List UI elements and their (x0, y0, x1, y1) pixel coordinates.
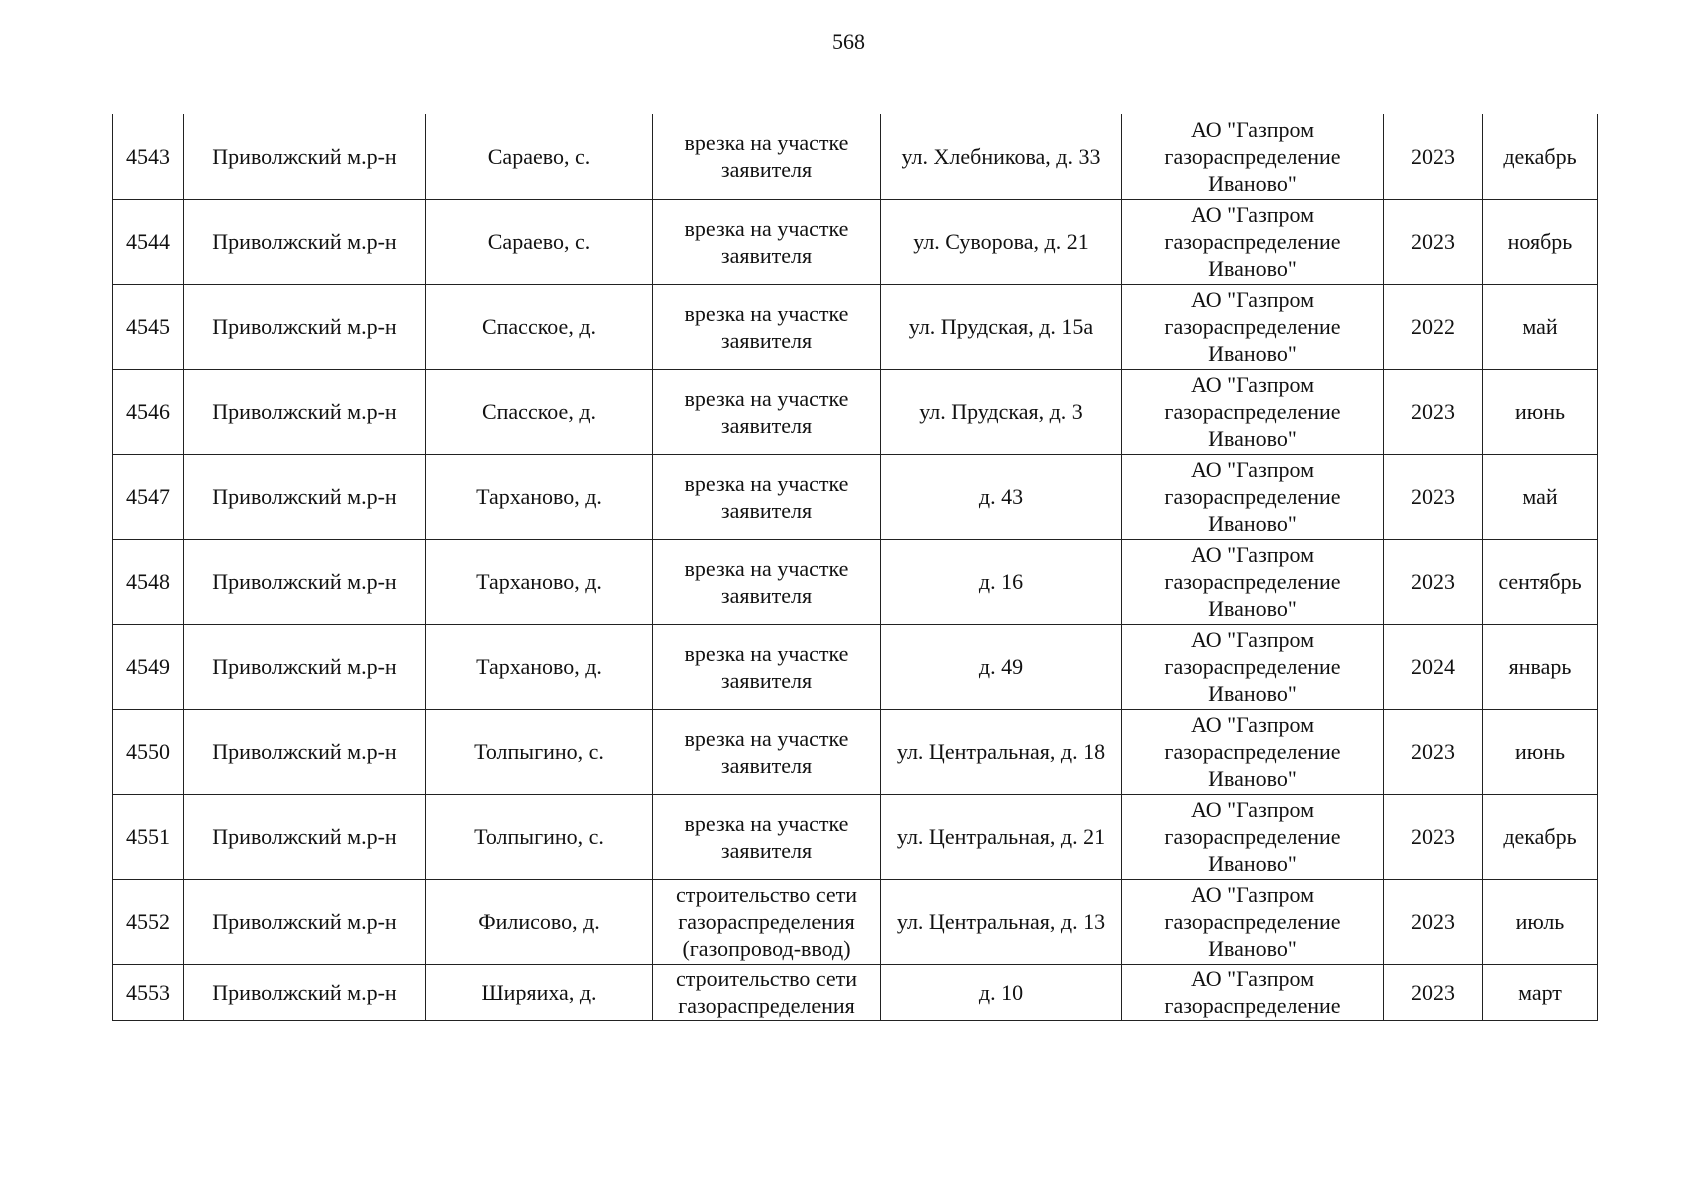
year-cell (1384, 794, 1483, 879)
organization-cell (1122, 879, 1384, 964)
table-row (113, 794, 1598, 879)
work-type-cell (653, 114, 881, 199)
month-cell-text: декабрь (1503, 143, 1577, 169)
row-number-cell-text: 4548 (126, 569, 170, 594)
organization-cell-text: АО "Газпром газораспределение Иваново" (1164, 882, 1341, 961)
settlement-cell-text: Спасское, д. (481, 399, 597, 424)
settlement-cell-text: Толпыгино, с. (474, 739, 604, 764)
organization-cell (1122, 284, 1384, 369)
year-cell-text: 2022 (1411, 314, 1455, 339)
address-cell-text: ул. Прудская, д. 15а (908, 314, 1094, 339)
settlement-cell-text: Ширяиха, д. (481, 979, 597, 1005)
address-cell (881, 369, 1122, 454)
year-cell-text: 2023 (1411, 909, 1455, 934)
year-cell-text: 2024 (1411, 654, 1455, 679)
month-cell-text: ноябрь (1507, 229, 1573, 254)
district-cell-text: Приволжский м.р-н (212, 314, 397, 339)
address-cell-text: ул. Центральная, д. 21 (896, 824, 1106, 849)
month-cell (1483, 114, 1598, 199)
work-type-cell (653, 794, 881, 879)
table-row (113, 709, 1598, 794)
district-cell (184, 794, 426, 879)
row-number-cell (113, 454, 184, 539)
district-cell (184, 199, 426, 284)
month-cell (1483, 624, 1598, 709)
row-number-cell (113, 284, 184, 369)
month-cell-text: июль (1515, 909, 1565, 934)
table-row (113, 114, 1598, 199)
district-cell (184, 454, 426, 539)
district-cell-text: Приволжский м.р-н (212, 484, 397, 509)
organization-cell (1122, 199, 1384, 284)
work-type-cell (653, 199, 881, 284)
month-cell (1483, 539, 1598, 624)
organization-cell (1122, 964, 1384, 1020)
address-cell (881, 794, 1122, 879)
work-type-cell (653, 879, 881, 964)
year-cell (1384, 284, 1483, 369)
address-cell (881, 114, 1122, 199)
row-number-cell-text: 4543 (126, 143, 170, 169)
year-cell-text: 2023 (1411, 229, 1455, 254)
organization-cell-text: АО "Газпром газораспределение Иваново" (1164, 797, 1341, 876)
row-number-cell (113, 539, 184, 624)
organization-cell (1122, 454, 1384, 539)
month-cell-text: май (1522, 484, 1558, 509)
year-cell (1384, 539, 1483, 624)
settlement-cell (426, 709, 653, 794)
district-cell (184, 369, 426, 454)
table-body (113, 114, 1598, 1020)
month-cell (1483, 709, 1598, 794)
settlement-cell (426, 284, 653, 369)
work-type-cell-text: строительство сети газораспределения (газопровод-ввод) (675, 882, 858, 961)
table-row (113, 539, 1598, 624)
month-cell (1483, 199, 1598, 284)
address-cell (881, 879, 1122, 964)
district-cell (184, 114, 426, 199)
organization-cell (1122, 539, 1384, 624)
row-number-cell-text: 4552 (126, 909, 170, 934)
organization-cell-text: АО "Газпром газораспределение Иваново" (1164, 372, 1341, 451)
year-cell-text: 2023 (1411, 143, 1455, 169)
table-row (113, 284, 1598, 369)
district-cell-text: Приволжский м.р-н (212, 229, 397, 254)
year-cell (1384, 369, 1483, 454)
district-cell-text: Приволжский м.р-н (212, 143, 397, 169)
address-cell (881, 624, 1122, 709)
organization-cell-text: АО "Газпром газораспределение Иваново" (1164, 627, 1341, 706)
organization-cell (1122, 369, 1384, 454)
settlement-cell (426, 794, 653, 879)
work-type-cell-text: врезка на участке заявителя (684, 385, 849, 438)
row-number-cell (113, 709, 184, 794)
row-number-cell (113, 624, 184, 709)
organization-cell-text: АО "Газпром газораспределение Иваново" (1164, 202, 1341, 281)
settlement-cell-text: Сараево, с. (487, 229, 591, 254)
organization-cell (1122, 624, 1384, 709)
district-cell (184, 284, 426, 369)
settlement-cell (426, 199, 653, 284)
table-row (113, 964, 1598, 1020)
month-cell (1483, 284, 1598, 369)
month-cell-text: май (1522, 314, 1558, 339)
district-cell (184, 624, 426, 709)
address-cell (881, 284, 1122, 369)
settlement-cell (426, 539, 653, 624)
organization-cell-text: АО "Газпром газораспределение Иваново" (1164, 712, 1341, 791)
district-cell-text: Приволжский м.р-н (212, 399, 397, 424)
settlement-cell-text: Тарханово, д. (476, 484, 602, 509)
work-type-cell-text: врезка на участке заявителя (684, 470, 849, 523)
work-type-cell (653, 284, 881, 369)
document-table (112, 114, 1598, 1021)
year-cell (1384, 709, 1483, 794)
work-type-cell (653, 369, 881, 454)
work-type-cell-text: строительство сети газораспределения (675, 966, 858, 1018)
organization-cell (1122, 794, 1384, 879)
row-number-cell-text: 4544 (126, 229, 170, 254)
row-number-cell-text: 4546 (126, 399, 170, 424)
address-cell-text: д. 43 (978, 484, 1024, 509)
table-row (113, 369, 1598, 454)
district-cell-text: Приволжский м.р-н (212, 654, 397, 679)
settlement-cell (426, 369, 653, 454)
month-cell (1483, 964, 1598, 1020)
work-type-cell (653, 964, 881, 1020)
table-row (113, 879, 1598, 964)
organization-cell (1122, 709, 1384, 794)
settlement-cell (426, 114, 653, 199)
year-cell (1384, 199, 1483, 284)
settlement-cell (426, 454, 653, 539)
month-cell-text: июнь (1514, 399, 1565, 424)
table-row (113, 199, 1598, 284)
settlement-cell-text: Толпыгино, с. (474, 824, 604, 849)
month-cell (1483, 369, 1598, 454)
address-cell-text: ул. Суворова, д. 21 (913, 229, 1089, 254)
district-cell (184, 709, 426, 794)
month-cell-text: декабрь (1503, 824, 1577, 849)
settlement-cell-text: Тарханово, д. (476, 654, 602, 679)
organization-cell-text: АО "Газпром газораспределение Иваново" (1164, 116, 1341, 196)
page-number: 568 (832, 29, 865, 54)
address-cell-text: ул. Хлебникова, д. 33 (901, 143, 1101, 169)
work-type-cell (653, 709, 881, 794)
organization-cell-text: АО "Газпром газораспределение Иваново" (1164, 287, 1341, 366)
district-cell (184, 879, 426, 964)
row-number-cell-text: 4553 (126, 979, 170, 1005)
row-number-cell (113, 964, 184, 1020)
row-number-cell (113, 199, 184, 284)
work-type-cell-text: врезка на участке заявителя (684, 810, 849, 863)
row-number-cell-text: 4549 (126, 654, 170, 679)
year-cell-text: 2023 (1411, 484, 1455, 509)
month-cell (1483, 454, 1598, 539)
work-type-cell-text: врезка на участке заявителя (684, 215, 849, 268)
settlement-cell (426, 624, 653, 709)
row-number-cell (113, 879, 184, 964)
year-cell-text: 2023 (1411, 399, 1455, 424)
settlement-cell (426, 964, 653, 1020)
table-row (113, 624, 1598, 709)
work-type-cell-text: врезка на участке заявителя (684, 725, 849, 778)
work-type-cell (653, 539, 881, 624)
table-row (113, 454, 1598, 539)
work-type-cell-text: врезка на участке заявителя (684, 130, 849, 183)
year-cell-text: 2023 (1411, 824, 1455, 849)
district-cell (184, 964, 426, 1020)
organization-cell-text: АО "Газпром газораспределение Иваново" (1164, 542, 1341, 621)
year-cell-text: 2023 (1411, 569, 1455, 594)
work-type-cell-text: врезка на участке заявителя (684, 300, 849, 353)
district-cell-text: Приволжский м.р-н (212, 569, 397, 594)
year-cell-text: 2023 (1411, 739, 1455, 764)
row-number-cell (113, 114, 184, 199)
organization-cell-text: АО "Газпром газораспределение (1164, 966, 1341, 1018)
address-cell (881, 199, 1122, 284)
address-cell (881, 964, 1122, 1020)
address-cell-text: д. 49 (978, 654, 1024, 679)
month-cell (1483, 879, 1598, 964)
year-cell (1384, 964, 1483, 1020)
row-number-cell (113, 369, 184, 454)
address-cell-text: ул. Центральная, д. 13 (896, 909, 1106, 934)
district-cell-text: Приволжский м.р-н (212, 909, 397, 934)
row-number-cell (113, 794, 184, 879)
district-cell-text: Приволжский м.р-н (212, 739, 397, 764)
year-cell (1384, 114, 1483, 199)
settlement-cell (426, 879, 653, 964)
month-cell-text: сентябрь (1498, 569, 1582, 594)
work-type-cell-text: врезка на участке заявителя (684, 555, 849, 608)
organization-cell (1122, 114, 1384, 199)
settlement-cell-text: Тарханово, д. (476, 569, 602, 594)
district-cell-text: Приволжский м.р-н (212, 979, 397, 1005)
address-cell-text: д. 10 (978, 979, 1024, 1005)
address-cell (881, 454, 1122, 539)
settlement-cell-text: Сараево, с. (487, 143, 591, 169)
district-cell (184, 539, 426, 624)
settlement-cell-text: Спасское, д. (481, 314, 597, 339)
year-cell (1384, 879, 1483, 964)
row-number-cell-text: 4545 (126, 314, 170, 339)
organization-cell-text: АО "Газпром газораспределение Иваново" (1164, 457, 1341, 536)
work-type-cell-text: врезка на участке заявителя (684, 640, 849, 693)
work-type-cell (653, 624, 881, 709)
month-cell (1483, 794, 1598, 879)
year-cell (1384, 624, 1483, 709)
row-number-cell-text: 4550 (126, 739, 170, 764)
address-cell-text: ул. Центральная, д. 18 (896, 739, 1106, 764)
settlement-cell-text: Филисово, д. (478, 909, 600, 934)
address-cell-text: д. 16 (978, 569, 1024, 594)
row-number-cell-text: 4547 (126, 484, 170, 509)
row-number-cell-text: 4551 (126, 824, 170, 849)
address-cell (881, 709, 1122, 794)
month-cell-text: январь (1508, 654, 1572, 679)
district-cell-text: Приволжский м.р-н (212, 824, 397, 849)
work-type-cell (653, 454, 881, 539)
year-cell (1384, 454, 1483, 539)
year-cell-text: 2023 (1411, 979, 1455, 1005)
month-cell-text: март (1518, 979, 1562, 1005)
month-cell-text: июнь (1514, 739, 1565, 764)
address-cell (881, 539, 1122, 624)
address-cell-text: ул. Прудская, д. 3 (919, 399, 1083, 424)
